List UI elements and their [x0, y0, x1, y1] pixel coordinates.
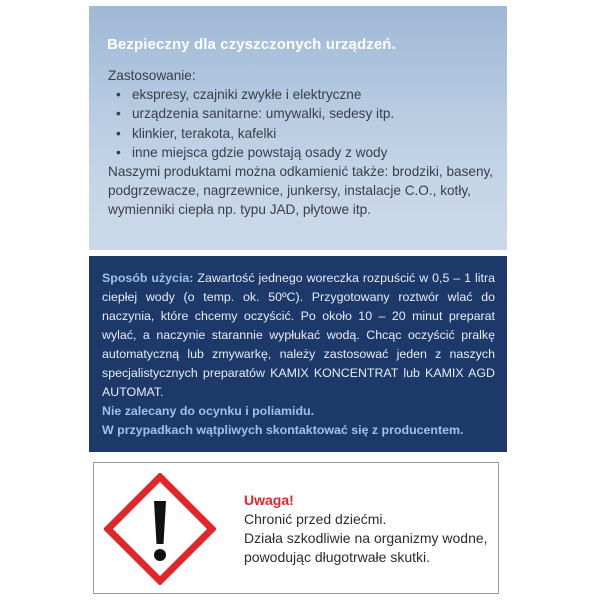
method-body: Zawartość jednego woreczka rozpuścić w 0,5 – 1 litra ciepłej wody (o temp. ok. 50ºC). Przygotowany roztwór wlać do naczynia, które chcemy oczyścić. Po około 10 – 20 minut preparat wylać, a naczynie starannie wypłukać wodą. Chcąc oczyścić pralkę automatyczną lub zmywarkę, należy zastosować jeden z naszych specjalistycznych preparatów KAMIX KONCENTRAT lub KAMIX AGD AUTOMAT. [102, 271, 495, 399]
method-note-zinc: Nie zalecany do ocynku i poliamidu. [102, 404, 315, 418]
warning-line: Działa szkodliwie na organizmy wodne, [244, 530, 488, 546]
bullet-icon: • [116, 87, 121, 103]
list-item: • urządzenia sanitarne: umywalki, sedesy itp. [108, 104, 503, 123]
warning-text [244, 491, 488, 567]
method-note-contact: W przypadkach wątpliwych skontaktować się z producentem. [102, 423, 464, 437]
warning-title: Uwaga! [244, 492, 294, 508]
warning-line: Chronić przed dziećmi. [244, 511, 387, 527]
usage-list [108, 85, 503, 162]
bullet-icon: • [116, 125, 121, 141]
usage-title: Zastosowanie: [108, 68, 196, 83]
list-item: • klinkier, terakota, kafelki [108, 124, 503, 143]
product-label [89, 6, 507, 602]
bullet-icon: • [116, 144, 121, 160]
list-item: • inne miejsca gdzie powstają osady z wody [108, 143, 503, 162]
ghs-exclamation-icon [104, 473, 216, 585]
method-text [102, 269, 495, 440]
warning-line: powodując długotrwałe skutki. [244, 549, 430, 565]
headline: Bezpieczny dla czyszczonych urządzeń. [107, 36, 396, 53]
warning-box [93, 462, 499, 594]
list-item: • ekspresy, czajniki zwykłe i elektryczne [108, 85, 503, 104]
usage-section [108, 66, 503, 220]
method-label: Sposób użycia: [102, 271, 194, 285]
usage-panel [89, 6, 507, 250]
usage-extra-text: Naszymi produktami można odkamienić także: brodziki, baseny, podgrzewacze, nagrzewnice, junkersy, instalacje C.O., kotły, wymienniki ciepła np. typu JAD, płytowe itp. [108, 164, 494, 218]
method-panel [89, 256, 507, 452]
bullet-icon: • [116, 106, 121, 122]
